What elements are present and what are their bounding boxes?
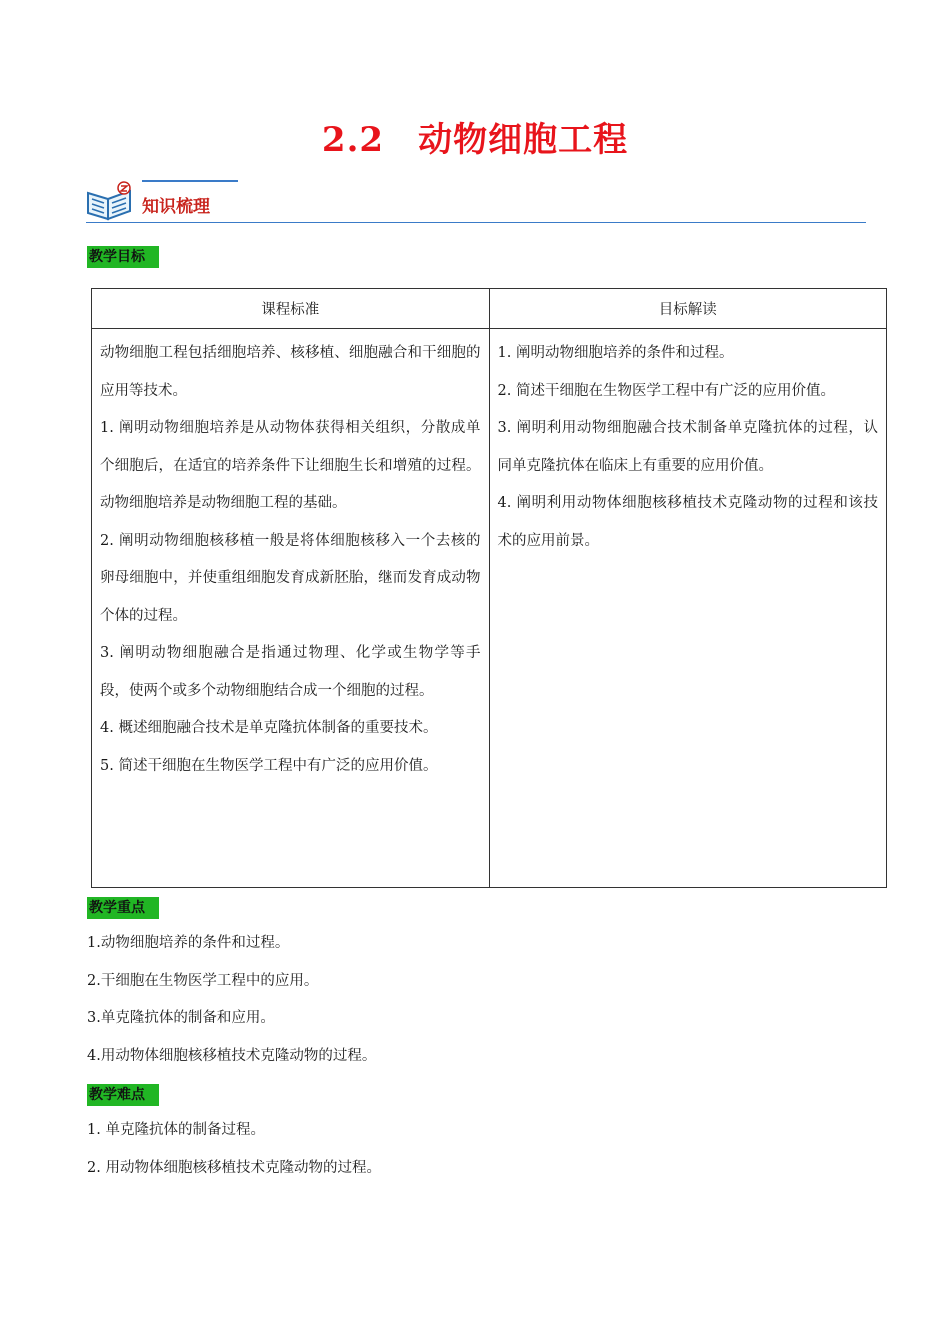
open-book-icon [84, 181, 136, 221]
column-header-standard: 课程标准 [92, 289, 490, 329]
column-header-interpretation: 目标解读 [489, 289, 887, 329]
difficult-points-tag: 教学难点 [87, 1084, 159, 1106]
interpretation-paragraph: 2. 简述干细胞在生物医学工程中有广泛的应用价值。 [497, 382, 835, 399]
list-item: 1. 单克隆抗体的制备过程。 [87, 1122, 265, 1138]
section-title: 动物细胞工程 [418, 120, 629, 160]
interpretation-paragraph: 3. 阐明利用动物细胞融合技术制备单克隆抗体的过程，认同单克隆抗体在临床上有重要的应用价值。 [497, 420, 878, 474]
list-item: 1.动物细胞培养的条件和过程。 [87, 935, 290, 951]
page-title [0, 112, 950, 161]
standard-paragraph: 3. 阐明动物细胞融合是指通过物理、化学或生物学等手段，使两个或多个动物细胞结合成一个细胞的过程。 [100, 645, 481, 699]
section-banner-label: 知识梳理 [142, 197, 210, 217]
standard-paragraph: 动物细胞工程包括细胞培养、核移植、细胞融合和干细胞的应用等技术。 [100, 345, 481, 399]
list-item: 3.单克隆抗体的制备和应用。 [87, 1010, 275, 1026]
standard-paragraph: 2. 阐明动物细胞核移植一般是将体细胞核移入一个去核的卵母细胞中，并使重组细胞发育成新胚胎，继而发育成动物个体的过程。 [100, 532, 481, 624]
interpretation-paragraph: 4. 阐明利用动物体细胞核移植技术克隆动物的过程和该技术的应用前景。 [497, 495, 878, 549]
course-standards-table [91, 288, 887, 888]
banner-top-line [142, 180, 238, 182]
standards-cell [92, 329, 490, 888]
teaching-goals-tag: 教学目标 [87, 246, 159, 268]
section-divider [86, 222, 866, 223]
key-points-list [87, 925, 376, 1075]
interpretation-cell [489, 329, 887, 888]
standard-paragraph: 4. 概述细胞融合技术是单克隆抗体制备的重要技术。 [100, 720, 438, 736]
list-item: 4.用动物体细胞核移植技术克隆动物的过程。 [87, 1047, 377, 1064]
difficult-points-list [87, 1112, 381, 1187]
list-item: 2. 用动物体细胞核移植技术克隆动物的过程。 [87, 1159, 381, 1176]
key-points-tag: 教学重点 [87, 897, 159, 919]
standard-paragraph: 5. 简述干细胞在生物医学工程中有广泛的应用价值。 [100, 757, 438, 774]
section-number: 2.2 [321, 120, 385, 160]
list-item: 2.干细胞在生物医学工程中的应用。 [87, 972, 319, 989]
interpretation-paragraph: 1. 阐明动物细胞培养的条件和过程。 [497, 345, 734, 361]
standard-paragraph: 1. 阐明动物细胞培养是从动物体获得相关组织，分散成单个细胞后，在适宜的培养条件下让细胞生长和增殖的过程。动物细胞培养是动物细胞工程的基础。 [100, 420, 481, 511]
